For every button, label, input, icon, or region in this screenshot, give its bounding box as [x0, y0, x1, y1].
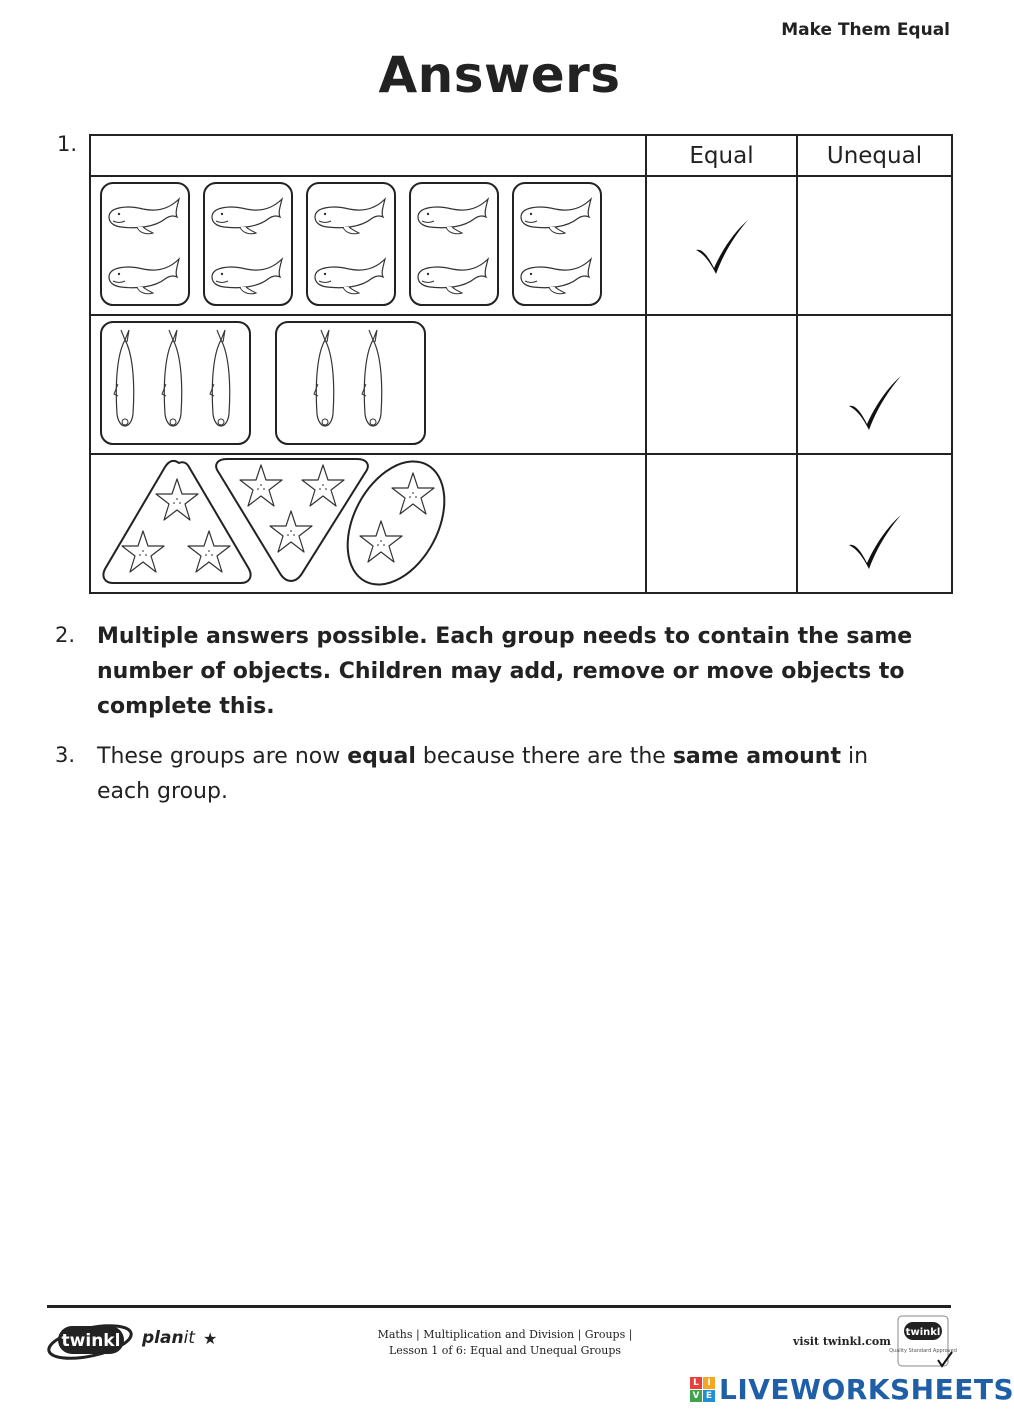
liveworksheets-watermark [690, 1373, 1014, 1406]
star-icon: ★ [203, 1329, 218, 1348]
starfish-group [103, 461, 250, 583]
fish-groups-cell [90, 315, 646, 454]
whale-group [410, 183, 498, 305]
fish-groups-image [91, 316, 647, 453]
q3-text-part: in each group. [97, 744, 869, 804]
starfish-group [328, 445, 464, 601]
whale-group [204, 183, 292, 305]
table-header-row [90, 135, 952, 176]
liveworksheets-text: LIVEWORKSHEETS [719, 1373, 1014, 1406]
starfish-groups-cell [90, 454, 646, 593]
lw-letter: I [703, 1377, 715, 1389]
tick-icon [845, 372, 905, 432]
whale-groups-cell [90, 176, 646, 315]
whales-equal-cell [646, 176, 797, 315]
whale-group [101, 183, 189, 305]
visit-link[interactable]: visit twinkl.com [793, 1335, 891, 1348]
header-equal: Equal [646, 135, 797, 176]
planit-rest: it [183, 1328, 195, 1348]
q3-bold-same-amount: same amount [672, 744, 841, 769]
question-2-text: Multiple answers possible. Each group needs to contain the same number of objects. Children may add, remove or move objects to complete this. [97, 624, 913, 719]
question-1-number: 1. [57, 132, 78, 156]
fish-unequal-cell [797, 315, 952, 454]
badge-text: Quality Standard Approved [889, 1348, 957, 1354]
header-blank [90, 135, 646, 176]
starfish-unequal-cell [797, 454, 952, 593]
header-unequal: Unequal [797, 135, 952, 176]
twinkl-logo [46, 1314, 138, 1370]
tick-icon [692, 216, 752, 276]
whale-groups-image [91, 177, 647, 314]
starfish-groups-image [91, 455, 647, 592]
answer-table [89, 134, 953, 594]
lw-letter: E [703, 1390, 715, 1402]
footer-divider [47, 1305, 951, 1308]
lesson-line-2: Lesson 1 of 6: Equal and Unequal Groups [388, 1344, 622, 1357]
lesson-line-1: Maths | Multiplication and Division | Groups | [377, 1328, 633, 1341]
worksheet-title: Make Them Equal [781, 20, 950, 40]
table-row [90, 315, 952, 454]
planit-logo [142, 1328, 195, 1348]
quality-badge [889, 1314, 957, 1370]
lesson-info [340, 1327, 670, 1359]
starfish-equal-cell [646, 454, 797, 593]
whales-unequal-cell [797, 176, 952, 315]
page-title: Answers [378, 46, 621, 104]
twinkl-logo-text: twinkl [61, 1331, 121, 1351]
question-2-number: 2. [55, 623, 76, 647]
lw-letter: V [690, 1390, 702, 1402]
question-3-text [97, 739, 917, 809]
live-squares-icon [690, 1377, 715, 1402]
lw-letter: L [690, 1377, 702, 1389]
planit-bold: plan [142, 1328, 184, 1348]
whale-group [513, 183, 601, 305]
tick-icon [845, 511, 905, 571]
fish-group [101, 322, 250, 444]
table-row [90, 454, 952, 593]
whale-group [307, 183, 395, 305]
question-3-number: 3. [55, 743, 76, 767]
fish-equal-cell [646, 315, 797, 454]
q3-bold-equal: equal [347, 744, 416, 769]
starfish-group [216, 459, 368, 581]
table-row [90, 176, 952, 315]
fish-group [276, 322, 425, 444]
badge-logo-text: twinkl [905, 1327, 941, 1338]
q3-text-part: These groups are now [97, 744, 348, 769]
q3-text-part: because there are the [415, 744, 673, 769]
